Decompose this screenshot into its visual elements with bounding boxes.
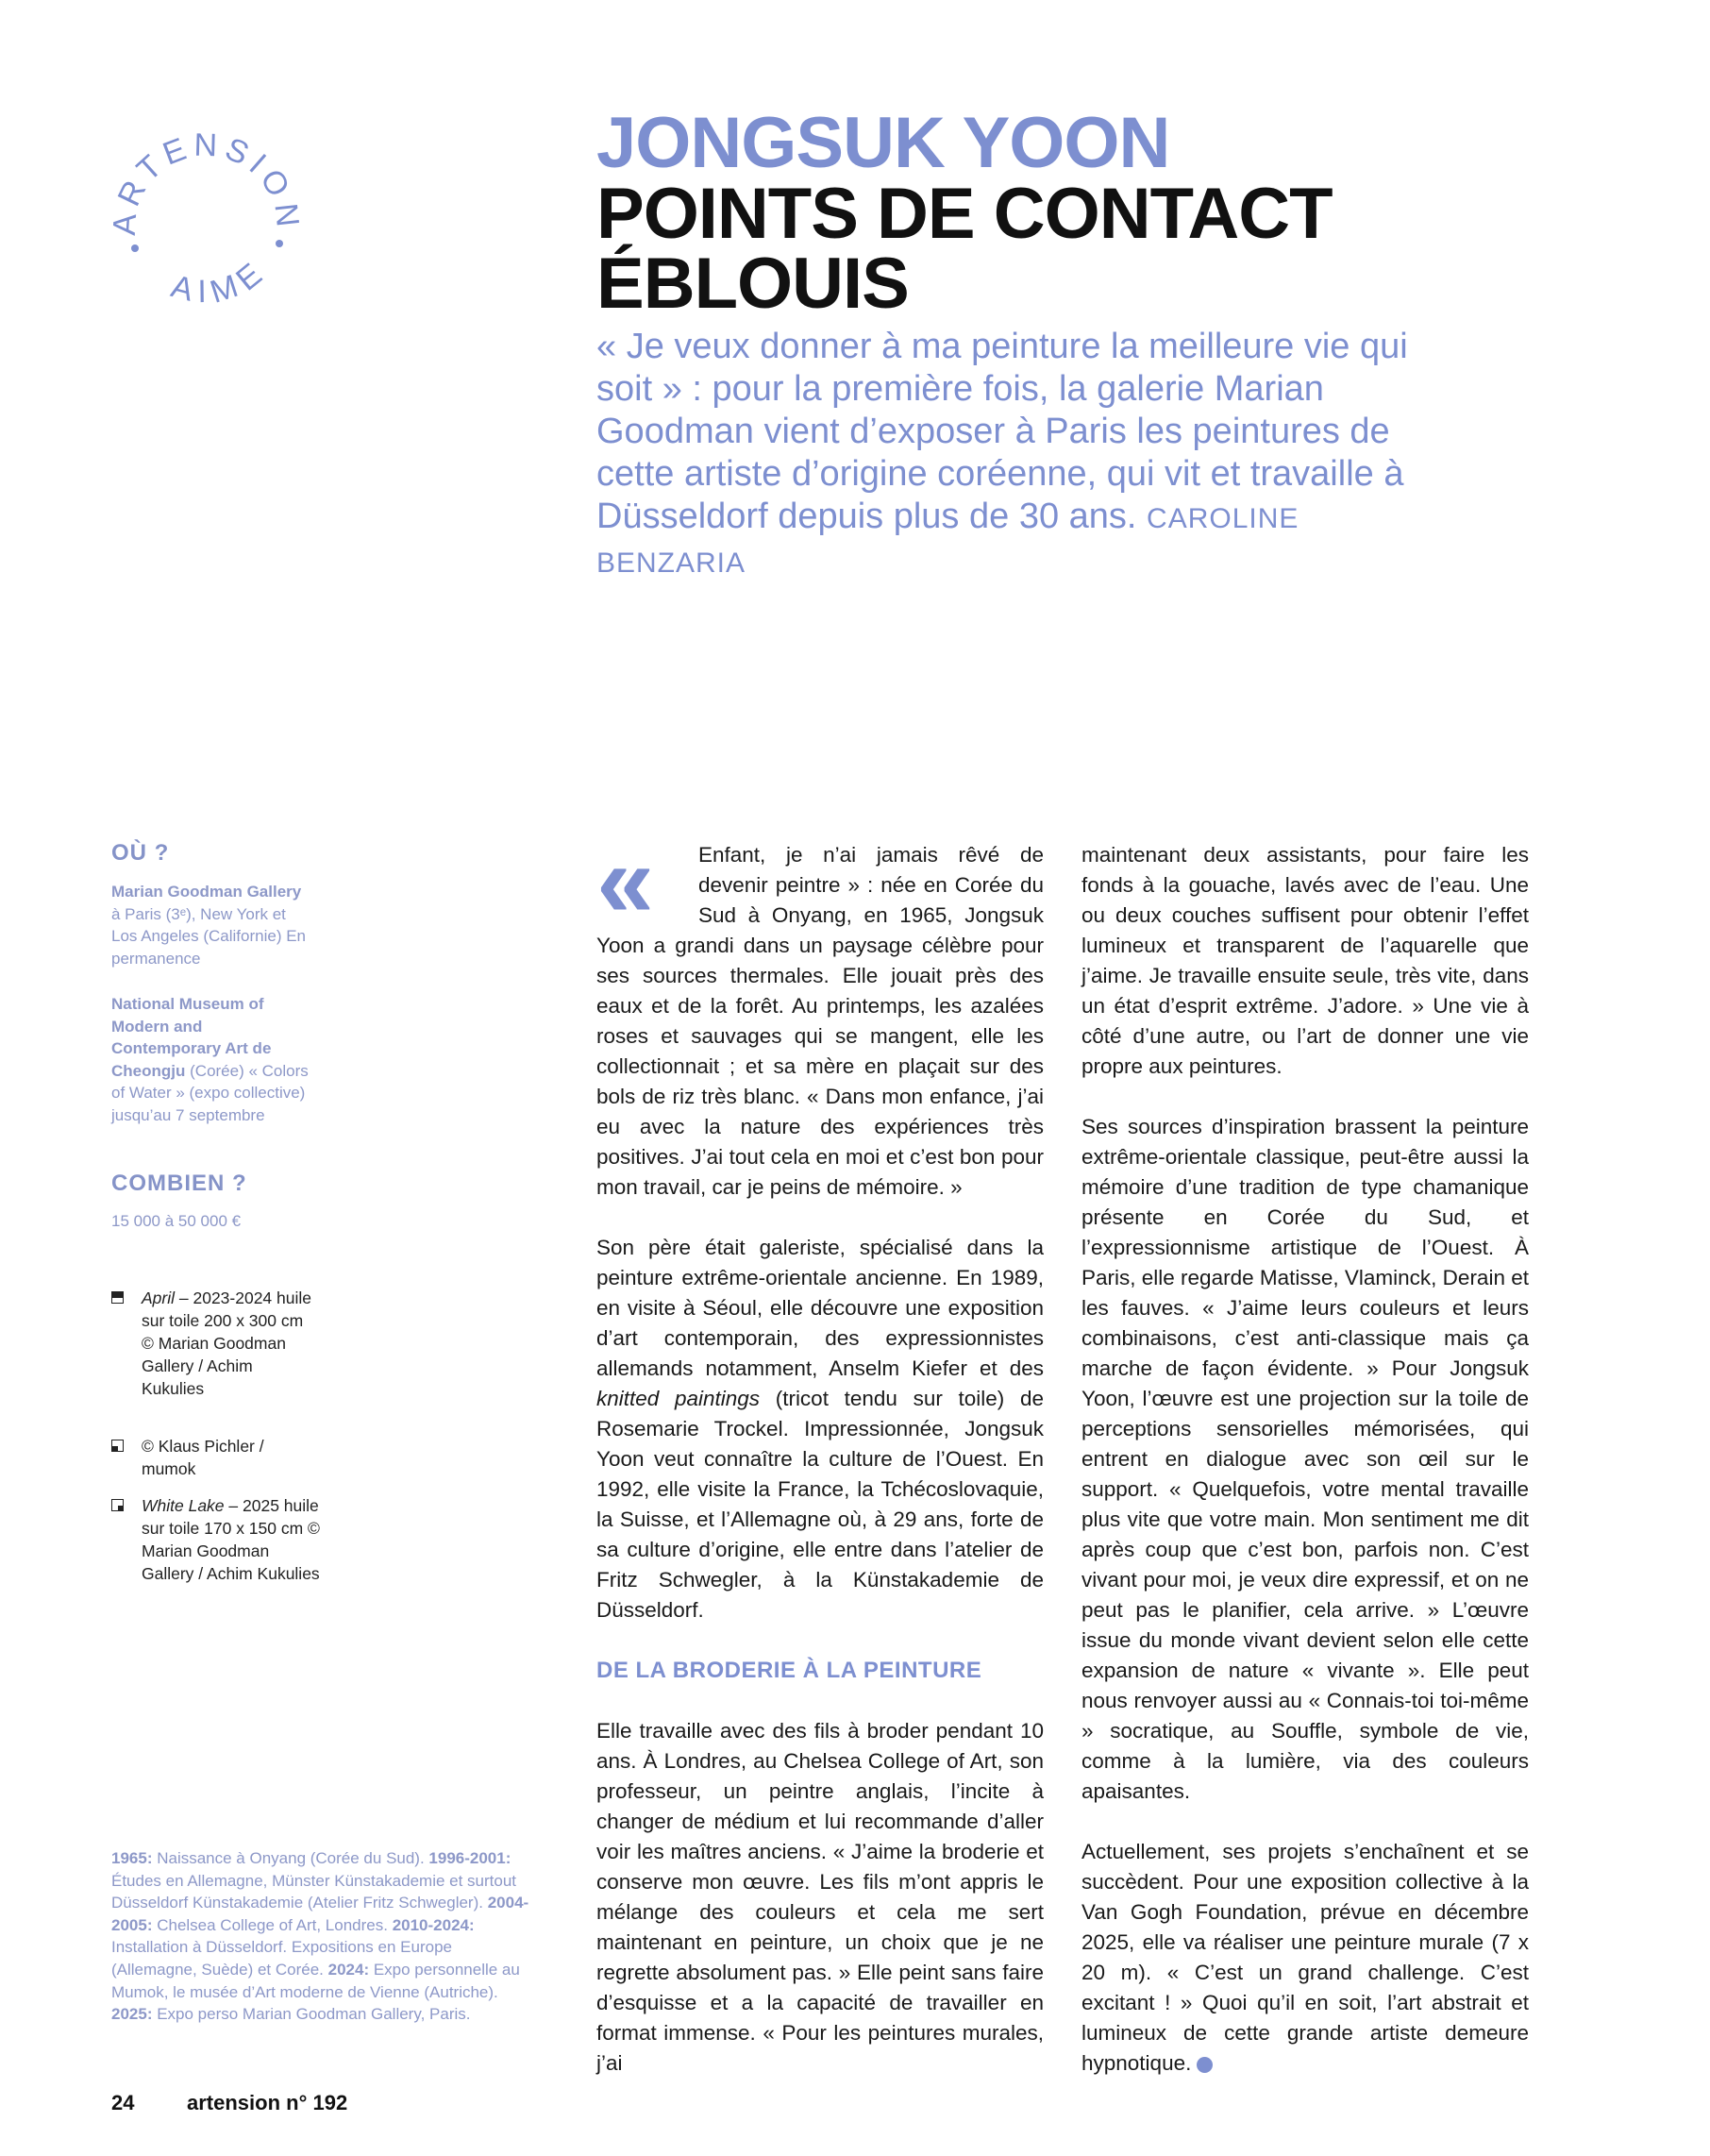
paragraph-1 — [596, 823, 1044, 1203]
venue-2 — [111, 993, 314, 1126]
caption-3 — [142, 1494, 321, 1585]
caption-position-icon-bottom-right — [111, 1499, 124, 1511]
paragraph-6-text: Actuellement, ses projets s’enchaînent et se succèdent. Pour une exposition collective à la Van Gogh Foundation, prévue en décembre 2025, elle va réaliser une peinture murale (7 x 20 m). « C’est un grand challenge. C’est excitant ! » Quoi qu’il en soit, l’art abstrait et lumineux de cette grande artiste demeure hypnotique. — [1081, 1840, 1529, 2075]
drop-quote-mark: « — [596, 823, 655, 939]
price-range: 15 000 à 50 000 € — [111, 1212, 242, 1230]
body-column-2 — [1081, 840, 1529, 2079]
artist-name: JONGSUK YOON — [596, 103, 1170, 183]
bio-year: 2010-2024: — [392, 1915, 475, 1934]
venue-2-name: National Museum of Modern and Contemporary Art de Cheongju — [111, 995, 272, 1080]
bio-text: Naissance à Onyang (Corée du Sud). — [152, 1849, 429, 1867]
bio-year: 2025: — [111, 2005, 153, 2024]
caption-2: © Klaus Pichler / mumok — [142, 1437, 264, 1478]
paragraph-6 — [1081, 1837, 1529, 2079]
bio-text: Expo personnelle au Mumok, le musée d’Art moderne de Vienne (Autriche). — [111, 1960, 520, 2001]
artension-aime-logo — [99, 99, 311, 312]
logo-dot — [276, 240, 283, 247]
paragraph-2-italic: knitted paintings — [596, 1387, 761, 1410]
bio-year: 2024: — [327, 1960, 370, 1979]
venue-1-details: à Paris (3ᵉ), New York et Los Angeles (Californie) En permanence — [111, 904, 307, 968]
caption-position-icon-top — [111, 1291, 124, 1304]
logo-dot — [131, 244, 139, 252]
logo-text-top: ARTENSION — [106, 126, 307, 237]
where-heading: OÙ ? — [111, 840, 170, 866]
bio-text: Installation à Düsseldorf. Expositions en Europe (Allemagne, Suède) et Corée. — [111, 1938, 452, 1979]
bio-text: Expo perso Marian Goodman Gallery, Paris. — [152, 2005, 471, 2024]
caption-1-text: – 2023-2024 huile sur toile 200 x 300 cm © Marian Goodman Gallery / Achim Kukulies — [142, 1289, 311, 1398]
bio-year: 2004-2005: — [111, 1894, 529, 1934]
bio-text: Études en Allemagne, Münster Künstakademie et surtout Düsseldorf Künstakademie (Atelier Fritz Schwegler). — [111, 1871, 517, 1912]
venue-2-details: (Corée) « Colors of Water » (expo collective) jusqu’au 7 septembre — [111, 1061, 309, 1124]
caption-3-title: White Lake — [142, 1496, 225, 1515]
caption-1-title: April — [142, 1289, 176, 1307]
author-name: CAROLINE BENZARIA — [596, 503, 1299, 579]
artist-biography — [111, 1847, 536, 2026]
bio-text: Chelsea College of Art, Londres. — [152, 1915, 393, 1934]
bio-year: 1965: — [111, 1849, 153, 1867]
venue-1 — [111, 881, 314, 969]
bio-year: 1996-2001: — [428, 1849, 511, 1867]
paragraph-2-text-b: (tricot tendu sur toile) de Rosemarie Trockel. Impressionnée, Jongsuk Yoon veut connaître la culture de l’Ouest. En 1992, elle visite la France, la Tchécoslovaquie, la Suisse, et l’Allemagne où, à 29 ans, forte de sa culture d’origine, elle entre dans l’atelier de Fritz Schwegler, à la Künstakademie de Düsseldorf. — [596, 1387, 1044, 1622]
end-of-article-dot-icon — [1197, 2057, 1213, 2073]
page-number: 24 — [111, 2091, 135, 2114]
paragraph-1-text: Enfant, je n’ai jamais rêvé de devenir peintre » : née en Corée du Sud à Onyang, en 1965, Jongsuk Yoon a grandi dans un paysage célèbre pour ses sources thermales. Elle jouait près des eaux et de la forêt. Au printemps, les azalées roses et sauvages qui se mangent, elle les collectionnait ; et sa mère en plaçait sur des bols de riz très blanc. « Dans mon enfance, j’ai eu avec la nature des expériences très positives. J’ai tout cela en moi et c’est bon pour mon travail, car je peins de mémoire. » — [596, 843, 1044, 1199]
lede-text: « Je veux donner à ma peinture la meilleure vie qui soit » : pour la première fois, la galerie Marian Goodman vient d’exposer à Paris les peintures de cette artiste d’origine coréenne, qui vit et travaille à Düsseldorf depuis plus de 30 ans. — [596, 327, 1408, 536]
article-lede — [596, 326, 1417, 584]
caption-position-icon-bottom-left — [111, 1440, 124, 1452]
article-title: POINTS DE CONTACT ÉBLOUIS — [596, 174, 1333, 324]
price-heading: COMBIEN ? — [111, 1171, 247, 1196]
paragraph-2-text-a: Son père était galeriste, spécialisé dans la peinture extrême-orientale ancienne. En 1989, en visite à Séoul, elle découvre une exposition d’art contemporain, des expressionnistes allemands notamment, Anselm Kiefer et des — [596, 1236, 1044, 1380]
body-column-1 — [596, 823, 1044, 2079]
paragraph-5: Ses sources d’inspiration brassent la peinture extrême-orientale classique, peut-être aussi la mémoire d’une tradition de type chamanique présente en Corée du Sud, et l’expressionnisme artistique de l’Ouest. À Paris, elle regarde Matisse, Vlaminck, Derain et les fauves. « J’aime leurs couleurs et leurs combinaisons, c’est anti-classique mais ça marche de façon évidente. » Pour Jongsuk Yoon, l’œuvre est une projection sur la toile de perceptions sensorielles mémorisées, qui entrent en dialogue avec son œil sur le support. « Quelquefois, votre mental travaille plus vite que votre main. Mon sentiment me dit après coup que c’est bon, parfois non. C’est vivant pour moi, je veux dire expressif, et on ne peut pas le planifier, cela arrive. » L’œuvre issue du monde vivant devient selon elle cette expansion de nature « vivante ». Elle peut nous renvoyer aussi au « Connais-toi toi-même » socratique, au Souffle, symbole de vie, comme à la lumière, via des couleurs apaisantes. — [1081, 1115, 1529, 1803]
paragraph-4: maintenant deux assistants, pour faire les fonds à la gouache, lavés avec de l’eau. Une ou deux couches suffisent pour obtenir l’effet lumineux et transparent de l’aquarelle que j’aime. Je travaille ensuite seule, très vite, dans un état d’esprit extrême. J’adore. » Une vie à côté d’une autre, ou l’art de donner une vie propre aux peintures. — [1081, 843, 1529, 1078]
caption-1 — [142, 1287, 311, 1400]
paragraph-3: Elle travaille avec des fils à broder pendant 10 ans. À Londres, au Chelsea College of Art, son professeur, un peintre anglais, l’incite à changer de médium et lui recommande d’aller voir les maîtres anciens. « J’aime la broderie et conserve mon œuvre. Les fils m’ont appris le mélange des couleurs et cela me sert maintenant en peinture, un choix que je ne regrette absolument pas. » Elle peint sans faire d’esquisse et a la capacité de travailler en format immense. « Pour les peintures murales, j’ai — [596, 1719, 1044, 2075]
paragraph-2 — [596, 1233, 1044, 1625]
logo-text-bottom: AIME — [167, 251, 275, 311]
caption-3-text: – 2025 huile sur toile 170 x 150 cm © Marian Goodman Gallery / Achim Kukulies — [142, 1496, 320, 1583]
section-subheading: DE LA BRODERIE À LA PEINTURE — [596, 1658, 982, 1683]
magazine-issue: artension n° 192 — [187, 2091, 348, 2114]
venue-1-name: Marian Goodman Gallery — [111, 883, 302, 901]
